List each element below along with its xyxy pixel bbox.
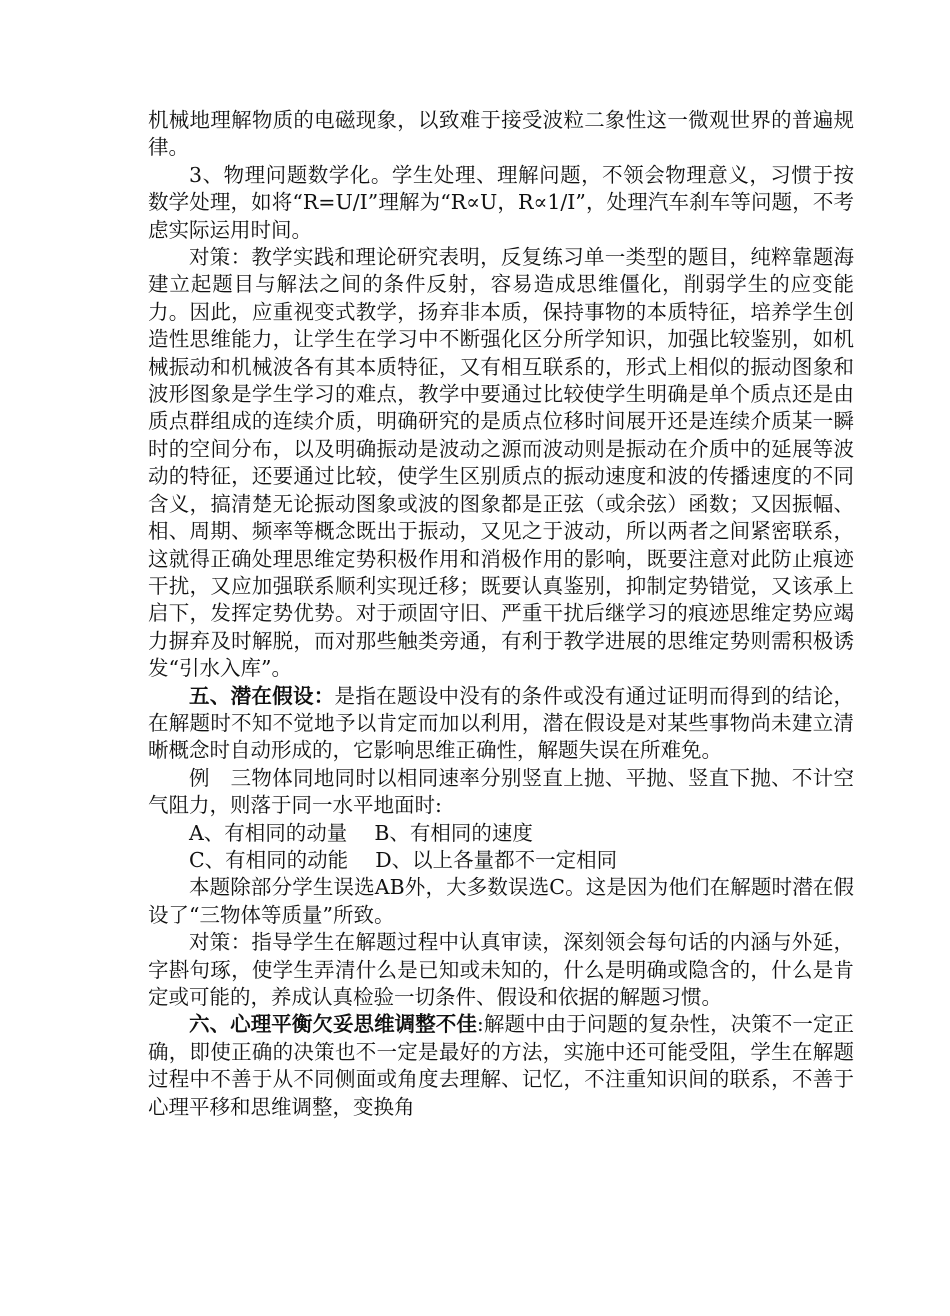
document-body: [148, 107, 854, 1121]
section-heading-5: 五、潜在假设：: [189, 683, 335, 708]
paragraph-countermeasure-1: 对策：教学实践和理论研究表明，反复练习单一类型的题目，纯粹靠题海建立起题目与解法之间的条件反射，容易造成思维僵化，削弱学生的应变能力。因此，应重视变式教学，扬弃非本质，保持事物的本质特征，培养学生创造性思维能力，让学生在学习中不断强化区分所学知识，加强比较鉴别，如机械振动和机械波各有其本质特征，又有相互联系的，形式上相似的振动图象和波形图象是学生学习的难点，教学中要通过比较使学生明确是单个质点还是由质点群组成的连续介质，明确研究的是质点位移时间展开还是连续介质某一瞬时的空间分布，以及明确振动是波动之源而波动则是振动在介质中的延展等波动的特征，还要通过比较，使学生区别质点的振动速度和波的传播速度的不同含义，搞清楚无论振动图象或波的图象都是正弦（或余弦）函数；又因振幅、相、周期、频率等概念既出于振动，又见之于波动，所以两者之间紧密联系，这就得正确处理思维定势积极作用和消极作用的影响，既要注意对此防止痕迹干扰，又应加强联系顺利实现迁移；既要认真鉴别，抑制定势错觉，又该承上启下，发挥定势优势。对于顽固守旧、严重干扰后继学习的痕迹思维定势应竭力摒弃及时解脱，而对那些触类旁通，有利于教学进展的思维定势则需积极诱发“引水入库”。: [148, 245, 854, 681]
paragraph-latent-assumption: [148, 683, 854, 765]
paragraph-math-physics: 3、物理问题数学化。学生处理、理解问题，不领会物理意义，习惯于按数学处理，如将“R=U/I”理解为“R∝U，R∝1/I”，处理汽车刹车等问题，不考虑实际运用时间。: [148, 162, 854, 242]
section-body-6: :解题中由于问题的复杂性，决策不一定正确，即使正确的决策也不一定是最好的方法，实施中还可能受阻，学生在解题过程中不善于从不同侧面或角度去理解、记忆，不注重知识间的联系，不善于心理平移和思维调整，变换角: [148, 1012, 855, 1119]
paragraph-countermeasure-2: 对策：指导学生在解题过程中认真审读，深刻领会每句话的内涵与外延，字斟句琢，使学生弄清什么是已知或未知的，什么是明确或隐含的，什么是肯定或可能的，养成认真检验一切条件、假设和依据的解题习惯。: [148, 930, 854, 1009]
paragraph-wave-particle: 机械地理解物质的电磁现象，以致难于接受波粒二象性这一微观世界的普遍规律。: [148, 108, 854, 160]
section-heading-6: 六、心理平衡欠妥思维调整不佳: [189, 1012, 477, 1037]
option-line-ab: A、有相同的动量 B、有相同的速度: [189, 820, 533, 845]
option-line-cd: C、有相同的动能 D、以上各量都不一定相同: [189, 847, 618, 872]
section-body-5: 是指在题设中没有的条件或没有通过证明而得到的结论，在解题时不知不觉地予以肯定而加以利用，潜在假设是对某些事物尚未建立清晰概念时自动形成的，它影响思维正确性，解题失误在所难免。: [148, 683, 855, 763]
paragraph-psych-balance: [148, 1011, 854, 1121]
paragraph-example: 例 三物体同地同时以相同速率分别竖直上抛、平抛、竖直下抛、不计空气阻力，则落于同一水平地面时:: [148, 765, 854, 818]
paragraph-analysis: 本题除部分学生误选AB外，大多数误选C。这是因为他们在解题时潜在假设了“三物体等质量”所致。: [148, 875, 854, 927]
